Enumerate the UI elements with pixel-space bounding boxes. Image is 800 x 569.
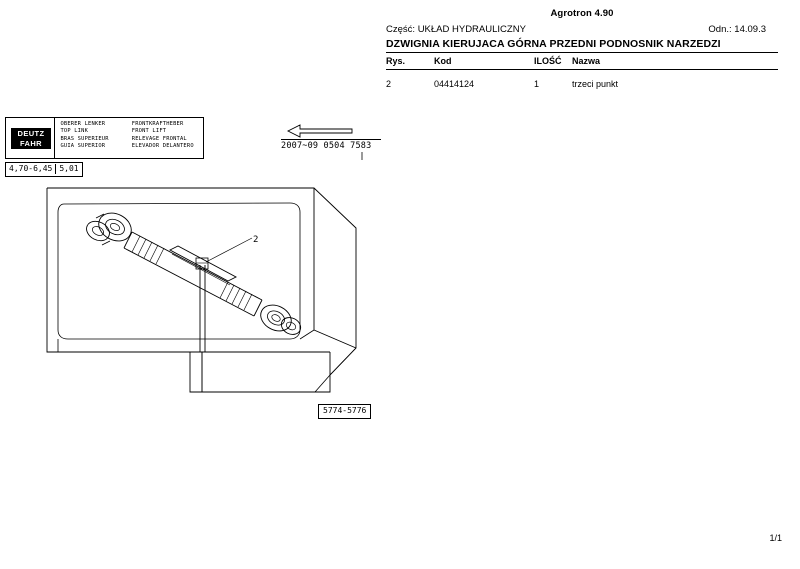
document-header bbox=[386, 8, 778, 92]
parts-table-header bbox=[386, 53, 778, 69]
code-version: 5,01 bbox=[55, 164, 78, 174]
model-title: Agrotron 4.90 bbox=[550, 8, 614, 19]
cell-ilosc: 1 bbox=[534, 79, 540, 89]
name-fr: BRAS SUPERIEUR bbox=[60, 135, 109, 142]
code-range: 4,70-6,45 bbox=[9, 164, 53, 173]
group-de: FRONTKRAFTHEBER bbox=[131, 121, 184, 127]
column-header-kod: Kod bbox=[434, 56, 452, 66]
part-label: Część: bbox=[386, 24, 416, 35]
cell-nazwa: trzeci punkt bbox=[572, 79, 619, 89]
brand-logo bbox=[6, 118, 55, 158]
drawing-page-range: 5774-5776 bbox=[318, 404, 371, 419]
assembly-names-col-2 bbox=[127, 118, 203, 158]
drawing-date-code: 2007~09 0504 7583 bbox=[281, 139, 381, 151]
part-section bbox=[386, 24, 526, 35]
part-value: UKŁAD HYDRAULICZNY bbox=[417, 24, 526, 35]
revision-section bbox=[708, 24, 778, 35]
column-header-nazwa: Nazwa bbox=[572, 56, 601, 66]
header-meta-row bbox=[386, 24, 778, 35]
group-fr: RELEVAGE FRONTAL bbox=[131, 135, 187, 142]
column-header-rys: Rys. bbox=[386, 56, 406, 66]
group-es: ELEVADOR DELANTERO bbox=[131, 143, 194, 150]
assembly-names-col-1 bbox=[55, 118, 126, 158]
cell-kod: 04414124 bbox=[434, 79, 475, 89]
name-en: TOP LINK bbox=[60, 128, 89, 135]
group-en: FRONT LIFT bbox=[131, 128, 167, 135]
table-row bbox=[386, 70, 778, 92]
logo-line-1: DEUTZ bbox=[17, 129, 45, 138]
callout-label-2: 2 bbox=[253, 235, 259, 245]
page-number: 1/1 bbox=[769, 533, 782, 543]
logo-line-2: FAHR bbox=[19, 139, 43, 148]
drawing-code-box bbox=[5, 162, 83, 177]
technical-drawing bbox=[0, 0, 386, 569]
direction-arrow-icon bbox=[288, 125, 352, 137]
name-es: GUIA SUPERIOR bbox=[60, 143, 106, 150]
cell-rys: 2 bbox=[386, 79, 392, 89]
drawing-illustration bbox=[0, 0, 386, 569]
revision-value: 14.09.3 bbox=[734, 24, 766, 35]
drawing-title-block bbox=[5, 117, 204, 159]
assembly-title: DZWIGNIA KIERUJACA GÓRNA PRZEDNI PODNOSNIK NARZEDZI bbox=[386, 38, 721, 50]
name-de: OBERER LENKER bbox=[60, 121, 106, 127]
column-header-ilosc: ILOŚĆ bbox=[534, 56, 562, 66]
revision-label: Odn.: bbox=[708, 24, 732, 35]
deutz-fahr-logo-icon bbox=[11, 128, 51, 149]
